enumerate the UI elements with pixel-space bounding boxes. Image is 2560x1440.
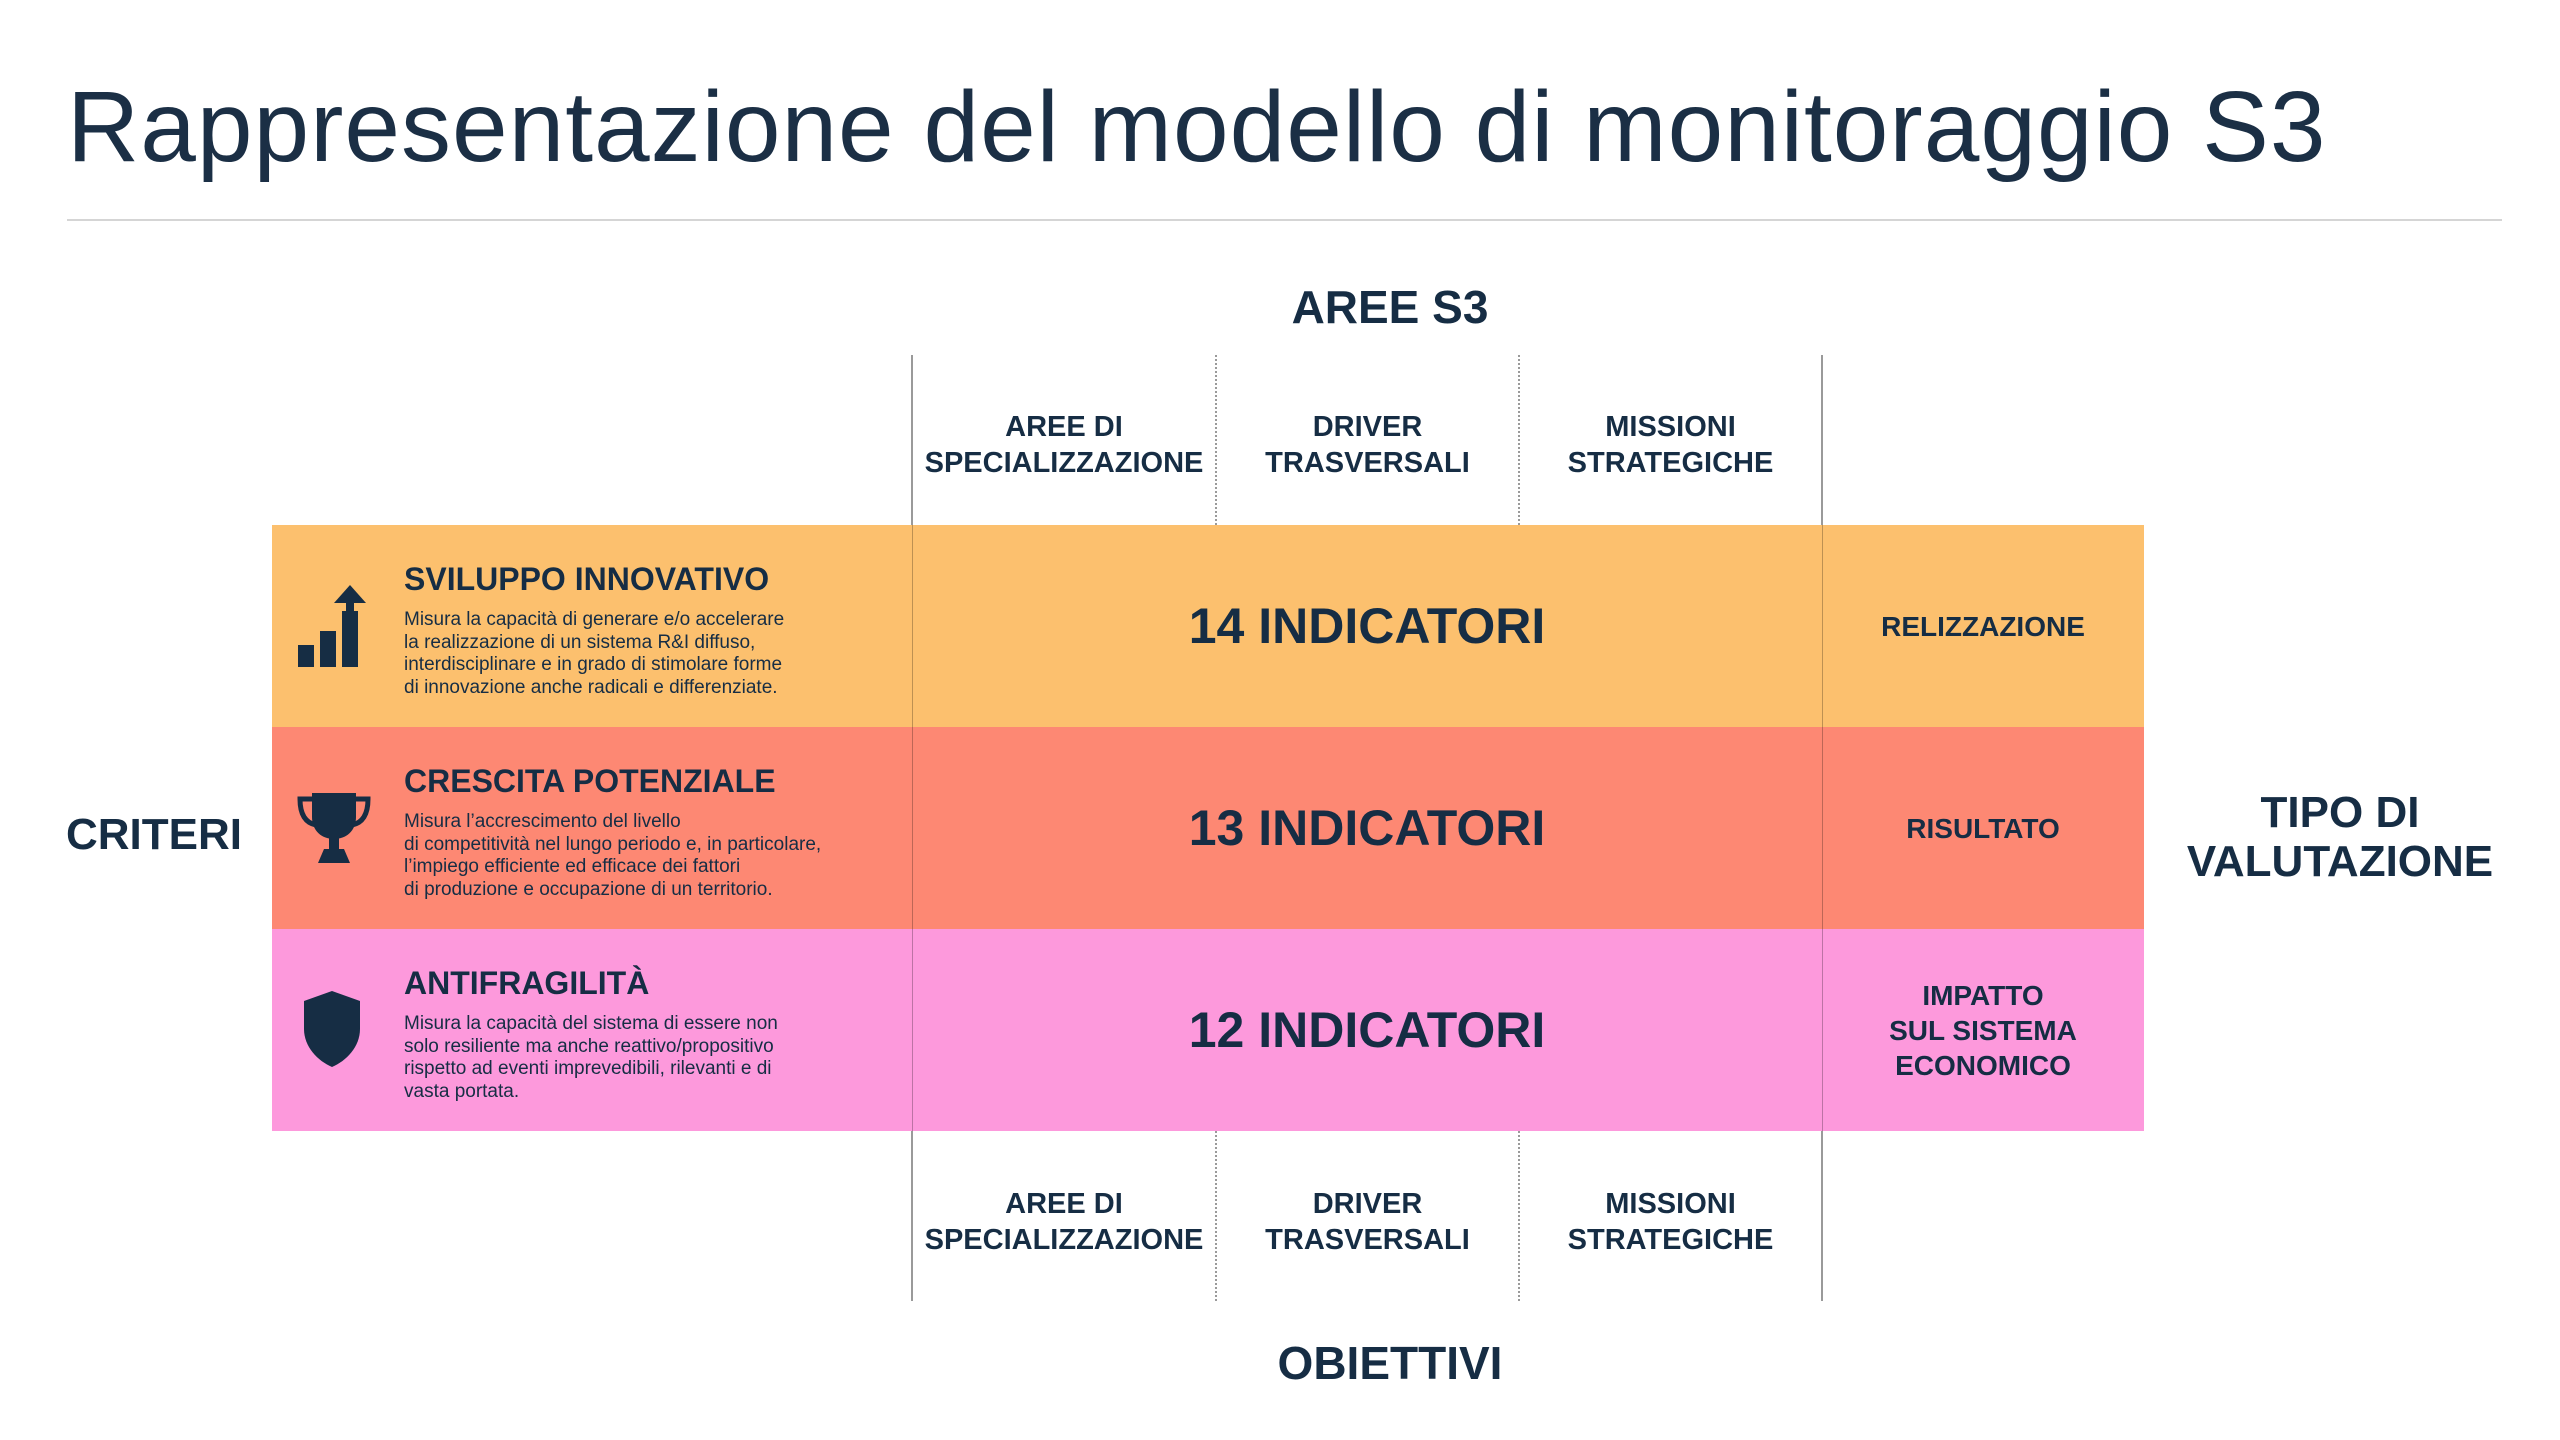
criterion-title: CRESCITA POTENZIALE	[404, 763, 776, 799]
growth-chart-icon	[296, 581, 372, 669]
evaluation-type: RELIZZAZIONE	[1881, 610, 2085, 642]
criterion-row-crescita	[272, 727, 2144, 929]
indicator-count: 14 INDICATORI	[1188, 598, 1546, 654]
top-column-header-driver: DRIVER TRASVERSALI	[1265, 411, 1470, 479]
title-divider	[67, 219, 2502, 221]
criterion-description: Misura la capacità del sistema di essere non solo resiliente ma anche reattivo/propositivo rispetto ad eventi imprevedibili, rilevanti e di vasta portata.	[404, 1013, 778, 1102]
criterion-description: Misura l’accrescimento del livello di competitività nel lungo periodo e, in particolare, l’impiego efficiente ed efficace dei fattori di produzione e occupazione di un territorio.	[404, 811, 822, 900]
bottom-grid-line	[1821, 1131, 1823, 1301]
top-grid-line	[1821, 355, 1823, 525]
criterion-title: SVILUPPO INNOVATIVO	[404, 561, 770, 597]
bottom-column-header-driver: DRIVER TRASVERSALI	[1265, 1188, 1470, 1256]
top-column-header-missioni: MISSIONI STRATEGICHE	[1567, 411, 1774, 479]
criterion-title: ANTIFRAGILITÀ	[404, 965, 650, 1001]
evaluation-type: IMPATTO SUL SISTEMA ECONOMICO	[1889, 979, 2077, 1081]
bottom-axis-header: OBIETTIVI	[1277, 1337, 1503, 1389]
bottom-column-header-specializzazione: AREE DI SPECIALIZZAZIONE	[924, 1188, 1204, 1256]
indicator-count: 13 INDICATORI	[1188, 800, 1546, 856]
trophy-icon	[296, 789, 372, 865]
bottom-column-header-missioni: MISSIONI STRATEGICHE	[1567, 1188, 1774, 1256]
top-column-header-specializzazione: AREE DI SPECIALIZZAZIONE	[924, 411, 1204, 479]
evaluation-type: RISULTATO	[1906, 812, 2060, 844]
page-title: Rappresentazione del modello di monitoraggio S3	[67, 71, 2327, 183]
left-axis-label: CRITERI	[66, 810, 242, 859]
criterion-description: Misura la capacità di generare e/o accelerare la realizzazione di un sistema R&I diffuso, interdisciplinare e in grado di stimolare forme di innovazione anche radicali e differenziate.	[404, 609, 785, 698]
right-axis-label: TIPO DI VALUTAZIONE	[2186, 788, 2494, 886]
indicator-count: 12 INDICATORI	[1188, 1002, 1546, 1058]
criterion-row-antifragilita	[272, 929, 2144, 1131]
criterion-row-sviluppo	[272, 525, 2144, 727]
top-axis-header: AREE S3	[1291, 281, 1489, 333]
shield-icon	[302, 989, 362, 1069]
